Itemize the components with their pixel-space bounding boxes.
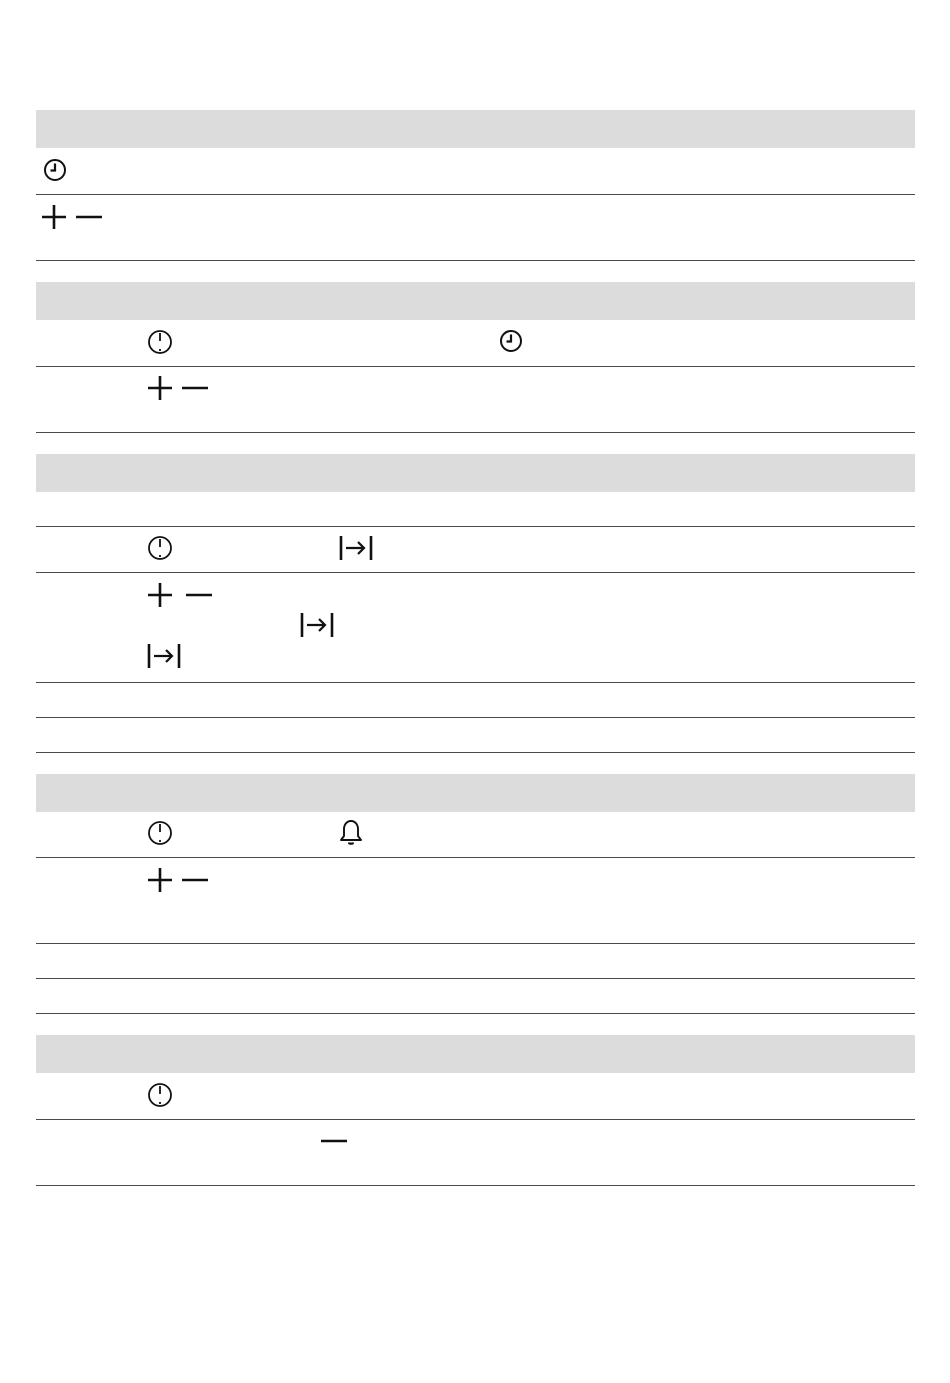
- section-header-band: [36, 282, 915, 320]
- section-header-band: [36, 1035, 915, 1073]
- row-divider: [36, 366, 915, 367]
- row-divider: [36, 260, 915, 261]
- timer-function-icon: [147, 820, 173, 846]
- section-header-band: [36, 110, 915, 148]
- minus-icon: [185, 581, 213, 609]
- row-divider: [36, 717, 915, 718]
- plus-icon: [40, 203, 68, 231]
- bell-icon: [339, 819, 363, 847]
- timer-function-icon: [147, 1082, 173, 1108]
- clock-set-icon: [499, 329, 523, 353]
- row-divider: [36, 857, 915, 858]
- row-divider: [36, 526, 915, 527]
- minus-icon: [181, 866, 209, 894]
- plus-icon: [146, 581, 174, 609]
- row-divider: [36, 1013, 915, 1014]
- row-divider: [36, 572, 915, 573]
- row-divider: [36, 752, 915, 753]
- timer-function-icon: [147, 329, 173, 355]
- row-divider: [36, 1119, 915, 1120]
- section-header-band: [36, 454, 915, 492]
- timer-function-icon: [147, 535, 173, 561]
- row-divider: [36, 978, 915, 979]
- section-header-band: [36, 774, 915, 812]
- row-divider: [36, 943, 915, 944]
- row-divider: [36, 194, 915, 195]
- row-divider: [36, 1185, 915, 1186]
- minus-icon: [181, 374, 209, 402]
- row-divider: [36, 432, 915, 433]
- plus-icon: [146, 374, 174, 402]
- duration-icon: [147, 643, 181, 669]
- row-divider: [36, 682, 915, 683]
- plus-icon: [146, 866, 174, 894]
- clock-set-icon: [43, 158, 67, 182]
- minus-icon: [75, 203, 103, 231]
- duration-icon: [300, 612, 334, 638]
- minus-icon: [320, 1127, 348, 1155]
- duration-icon: [339, 535, 373, 561]
